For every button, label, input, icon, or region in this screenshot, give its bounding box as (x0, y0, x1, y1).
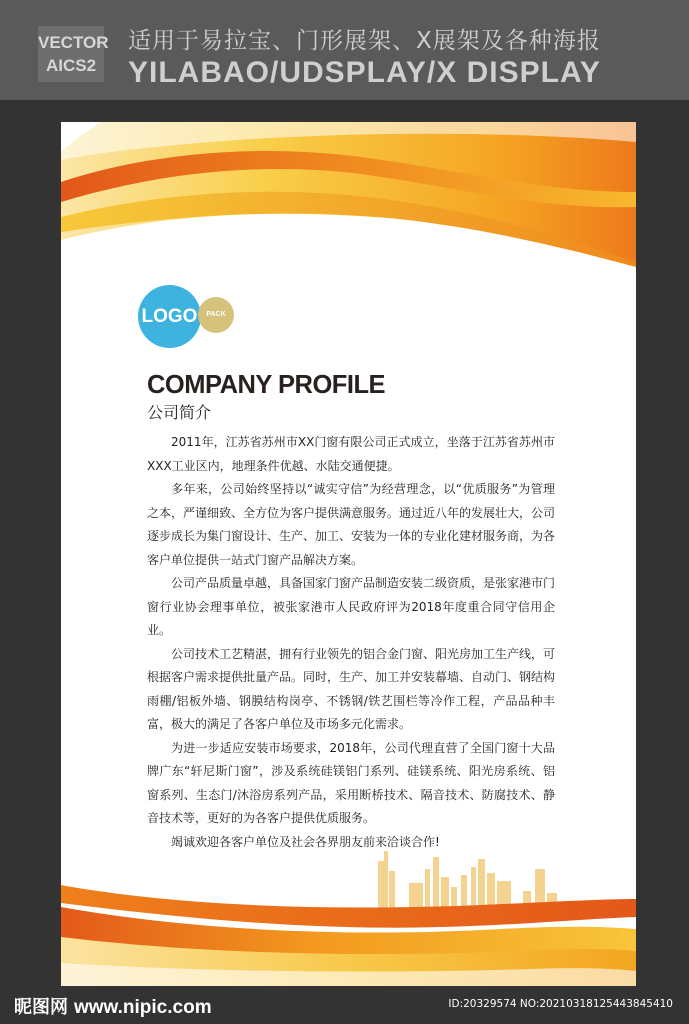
vector-badge (38, 26, 109, 82)
profile-body (147, 431, 555, 854)
paragraph-2: 多年来，公司始终坚持以“诚实守信”为经营理念，以“优质服务”为管理之本，严谨细致、全方位为客户提供满意服务。通过近八年的发展壮大，公司逐步成长为集门窗设计、生产、加工、安装为一体的专业化建材服务商，为各客户单位提供一站式门窗产品解决方案。 (147, 482, 556, 567)
banner-subtitle: YILABAO/UDSPLAY/X DISPLAY (128, 56, 601, 89)
footer-url: www.nipic.com (74, 997, 212, 1018)
footer-watermark (14, 993, 212, 1019)
paragraph-6: 竭诚欢迎各客户单位及社会各界朋友前来洽谈合作! (171, 834, 440, 849)
paragraph-5: 为进一步适应安装市场要求，2018年，公司代理直营了全国门窗十大品牌广东“轩尼斯门窗”，涉及系统硅镁铝门系列、硅镁系统、阳光房系统、铝窗系列、生态门/沐浴房系列产品，采用断桥技术、隔音技术、防腐技术、静音技术等，更好的为各客户提供优质服务。 (147, 740, 555, 825)
top-banner (0, 0, 689, 100)
paragraph-1: 2011年，江苏省苏州市XX门窗有限公司正式成立，坐落于江苏省苏州市XXX工业区内，地理条件优越、水陆交通便捷。 (147, 435, 555, 473)
badge-line2: AICS2 (45, 56, 97, 75)
poster-subtitle: 公司简介 (147, 403, 212, 422)
paragraph-4: 公司技术工艺精湛，拥有行业领先的铝合金门窗、阳光房加工生产线，可根据客户需求提供批量产品。同时，生产、加工并安装幕墙、自动门、钢结构雨棚/铝板外墙、钢膜结构岗亭、不锈钢/铁艺围栏等冷作工程，产品品种丰富，极大的满足了各客户单位及市场多元化需求。 (147, 646, 556, 731)
poster (61, 122, 636, 986)
top-wave-graphic (61, 122, 636, 267)
footer-brand: 昵图网 (14, 997, 68, 1018)
footer-id: ID:20329574 NO:20210318125443845410 (448, 998, 673, 1010)
logo-text: LOGO (141, 306, 198, 327)
badge-line1: VECTOR (38, 33, 109, 52)
poster-title: COMPANY PROFILE (147, 369, 386, 399)
logo-pack-badge: PACK (198, 297, 234, 333)
bottom-wave-graphic (61, 877, 636, 986)
banner-title: 适用于易拉宝、门形展架、X展架及各种海报 (128, 28, 601, 54)
paragraph-3: 公司产品质量卓越，具备国家门窗产品制造安装二级资质，是张家港市门窗行业协会理事单位，被张家港市人民政府评为2018年度重合同守信用企业。 (147, 576, 556, 637)
